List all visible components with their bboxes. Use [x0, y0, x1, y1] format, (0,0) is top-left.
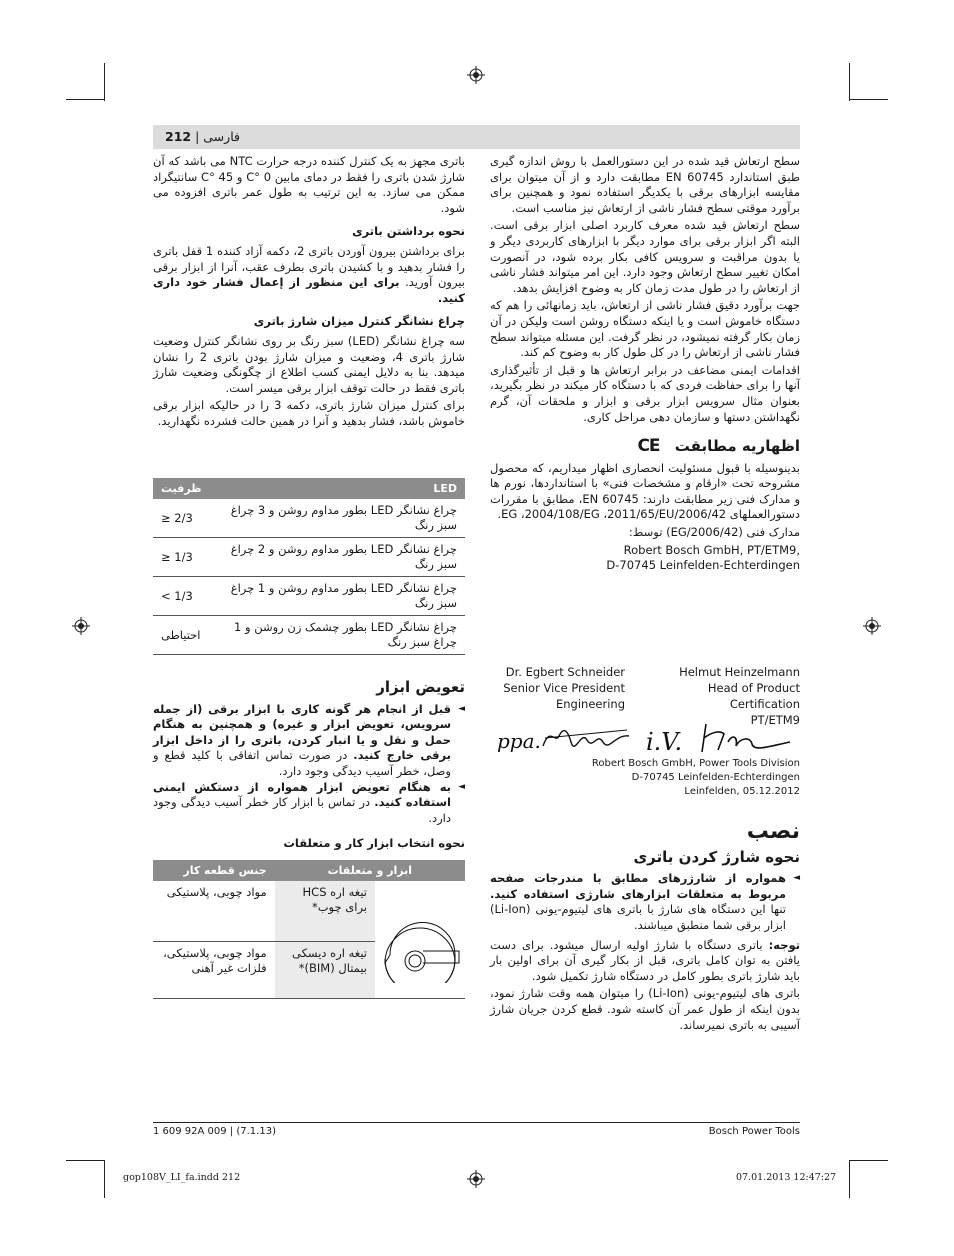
led-table — [153, 478, 465, 655]
bullet-bold: به هنگام تعویض ابزار همواره از دستکش ایمنی استفاده کنید. — [153, 779, 451, 810]
note-label: توجه: — [768, 937, 801, 952]
signatory-name: Dr. Egbert Schneider — [505, 665, 625, 679]
company-line: Robert Bosch GmbH, Power Tools Division — [591, 758, 800, 769]
charge-bullet — [490, 871, 800, 933]
table-cell: < 1/3 — [153, 577, 210, 616]
bullet-text: در تماس با ابزار کار خطر آسیب دیدگی وجود دارد. — [153, 795, 451, 825]
charge-bullet-text: تنها این دستگاه های شارژ با باتری های لیتیوم-یونی (Li-Ion) ابزار برقی شما منطبق میباشند. — [490, 902, 786, 932]
vibration-paragraph-4: اقدامات ایمنی مضاعف در برابر ارتعاش ها و قبل از تأثیرگذاری آنها را برای حفاظت فردی که با دستگاه کار میکند در نظر بگیرید، بعنوان مثال سرویس ابزار برقی و ابزار و ملحقات آن، گرم نگهداشتن دستها و سازمان دهی مراحل کاری. — [490, 362, 800, 424]
table-row — [153, 538, 465, 577]
page-header: فارسی | 212 — [165, 129, 240, 144]
note-text: باتری دستگاه با شارژ اولیه ارسال میشود. برای دست یافتن به توان کامل باتری، قبل از بکار گیری آن برای اولین بار باید شارژ باتری بطور کامل در دستگاه شارژ تکمیل شود. — [490, 937, 800, 983]
slug-filename: gop108V_LI_fa.indd 212 — [123, 1172, 241, 1183]
select-accessories-heading: نحوه انتخاب ابزار کار و متعلقات — [283, 836, 465, 851]
led-paragraph-2: برای کنترل میزان شارژ باتری، دکمه 3 را در حالیکه ابزار برقی خاموش باشد، فشار بدهید و آنرا در همین حالت فشرده نگهدارید. — [153, 398, 466, 428]
table-cell: تیغه اره HCS برای چوب* — [275, 881, 375, 942]
footer-rule — [153, 1122, 800, 1123]
signatory-title: Senior Vice President — [503, 681, 625, 695]
table-cell: احتیاطی — [153, 616, 210, 655]
right-column — [490, 154, 800, 580]
footer-brand: Bosch Power Tools — [708, 1126, 800, 1137]
signature-left-prefix: ppa. — [497, 729, 541, 753]
segment-saw-blade-icon — [375, 893, 465, 983]
crop-mark — [850, 99, 888, 100]
company-address — [560, 757, 800, 799]
vibration-paragraph-1: سطح ارتعاش قید شده در این دستورالعمل با روش اندازه گیری طبق استاندارد EN 60745 مطابقت دارد و از آن میتوان برای مقایسه ابزارهای برقی با یکدیگر استفاده نمود و همچنین برای برآورد موقتی سطح فشار ناشی از ارتعاش نیز مناسب است. — [490, 154, 801, 215]
crop-mark — [849, 1160, 850, 1198]
remove-battery-paragraph — [153, 244, 465, 306]
header-language: فارسی — [203, 129, 240, 144]
signatory-dept: PT/ETM9 — [750, 713, 800, 727]
table-cell: مواد چوبی، پلاستیکی، فلزات غیر آهنی — [153, 942, 275, 999]
signature-left-block — [480, 664, 625, 712]
signature-left-image — [495, 716, 635, 760]
install-heading: نصب — [746, 819, 800, 844]
crop-mark — [849, 63, 850, 101]
company-line: D-70745 Leinfelden-Echterdingen — [631, 772, 800, 783]
acc-table-header: جنس قطعه کار — [153, 860, 275, 881]
signatory-dept: Engineering — [556, 697, 625, 711]
signature-right-image — [640, 716, 800, 760]
tool-change-bullet-1 — [153, 702, 465, 780]
company-line: Leinfelden, 05.12.2012 — [684, 786, 800, 797]
signature-right-prefix: i.V. — [646, 728, 683, 756]
signatory-name: Helmut Heinzelmann — [679, 665, 800, 679]
page-number: 212 — [165, 129, 192, 144]
ce-address-2: D-70745 Leinfelden-Echterdingen — [606, 558, 800, 573]
led-table-header: ظرفیت — [153, 478, 210, 499]
crop-mark — [850, 1160, 888, 1161]
slug-timestamp: 07.01.2013 12:47:27 — [736, 1172, 837, 1183]
led-heading: چراغ نشانگر کنترل میزان شارژ باتری — [253, 314, 465, 329]
install-section — [490, 812, 800, 1035]
registration-mark-icon — [863, 617, 881, 635]
charge-heading: نحوه شارژ کردن باتری — [633, 847, 800, 866]
charge-bullet-bold: همواره از شارژرهای مطابق با مندرجات صفحه مربوط به متعلقات ابزارهای شارژی استفاده کنید. — [490, 871, 786, 901]
ce-mark-icon: CE — [637, 436, 660, 457]
led-paragraph-1: سه چراغ نشانگر (LED) سبز رنگ بر روی نشانگر کنترل وضعیت شارژ باتری 4، وضعیت و میزان شارژ بودن باتری 2 را نشان میدهد. بنا به دلایل ایمنی کسب اطلاع از چگونگی وضعیت شارژ باتری فقط در حالت توقف ابزار برقی میسر است. — [153, 333, 466, 395]
tool-change-heading: تعویض ابزار — [376, 678, 465, 696]
ce-address-1: Robert Bosch GmbH, PT/ETM9, — [623, 542, 800, 557]
ntc-paragraph: باتری مجهز به یک کنترل کننده درجه حرارت NTC می باشد که آن شارژ شدن باتری را فقط در دمای مابین 0 °C و 45 °C سانتیگراد ممکن می سازد. به این ترتیب به طول عمر باتری افزوده می شود. — [153, 154, 466, 215]
remove-battery-bold: برای این منظور از إعمال فشار خود داری کنید. — [153, 275, 465, 305]
table-row — [153, 616, 465, 655]
table-row — [153, 499, 465, 538]
table-cell: ≥ 1/3 — [153, 538, 210, 577]
table-cell: ≥ 2/3 — [153, 499, 210, 538]
remove-battery-heading: نحوه برداشتن باتری — [352, 224, 465, 239]
crop-mark — [66, 1160, 104, 1161]
li-ion-paragraph: باتری های لیتیوم-یونی (Li-Ion) را میتوان همه وقت شارژ نمود، بدون اینکه از طول عمر آن کاسته شود. قطع کردن جریان شارژ آسیبی به باتری نمیرساند. — [490, 986, 800, 1032]
page-header-bar — [153, 125, 800, 149]
footer-doc-number: 1 609 92A 009 | (7.1.13) — [153, 1126, 276, 1137]
table-cell: تیغه اره دیسکی بیمتال (BIM)* — [275, 942, 375, 999]
ce-paragraph-2: مدارک فنی (2006/42/EG) توسط: — [628, 525, 800, 540]
left-column — [153, 154, 465, 432]
bullet-text: در صورت تماس اتفاقی با کلید قطع و وصل، خطر آسیب دیدگی وجود دارد. — [153, 748, 451, 778]
registration-mark-icon — [467, 66, 485, 84]
led-table-header: LED — [210, 478, 465, 499]
vibration-paragraph-3: جهت برآورد دقیق فشار ناشی از ارتعاش، باید زمانهائی را هم که دستگاه خاموش است و یا اینکه دستگاه روشن است ولیکن در آن زمان بکار گرفته نمیشود، در نظر گرفت. این مسئله میتواند سطح فشار ناشی از ارتعاش را در کل طول کار به وضوح کم کند. — [490, 298, 800, 360]
table-row — [153, 881, 465, 942]
tool-change-section — [153, 672, 465, 856]
ce-heading — [490, 436, 800, 457]
crop-mark — [104, 63, 105, 101]
table-cell: مواد چوبی، پلاستیکی — [153, 881, 275, 942]
crop-mark — [66, 99, 104, 100]
crop-mark — [104, 1160, 105, 1198]
table-cell: چراغ نشانگر LED بطور چشمک زن روشن و 1 چراغ سبز رنگ — [210, 616, 465, 655]
ce-paragraph-1: بدینوسیله با قبول مسئولیت انحصاری اظهار میداریم، که محصول مشروحه تحت «ارقام و مشخصات فنی» با استانداردها، نورم ها و مدارک فنی زیر مطابقت دارند: EN 60745، مطابق با مقررات دستورالعملهای 2006/42/EG ،2004/108/EG ،2011/65/EU. — [490, 460, 801, 522]
table-cell: چراغ نشانگر LED بطور مداوم روشن و 1 چراغ سبز رنگ — [210, 577, 465, 616]
saw-blade-image — [375, 881, 465, 999]
ce-heading-text: اظهاریه مطابقت — [674, 437, 800, 456]
table-row — [153, 577, 465, 616]
note-paragraph — [490, 938, 800, 985]
acc-table-header: ابزار و متعلقات — [275, 860, 465, 881]
registration-mark-icon — [72, 617, 90, 635]
vibration-paragraph-2: سطح ارتعاش قید شده معرف کاربرد اصلی ابزار برقی است. البته اگر ابزار برقی برای موارد دیگر با ابزارهای کاربردی دیگر و یا بدون مراقبت و سرویس کافی بکار برده شود، در آنصورت امکان تغییر سطح ارتعاش وجود دارد. این امر میتواند فشار ناشی از ارتعاش را در طول مدت زمان کار به وضوح افزایش بدهد. — [490, 218, 800, 295]
registration-mark-icon — [467, 1170, 485, 1188]
table-cell: چراغ نشانگر LED بطور مداوم روشن و 2 چراغ سبز رنگ — [210, 538, 465, 577]
signatory-title: Head of Product Certification — [707, 681, 800, 711]
table-cell: چراغ نشانگر LED بطور مداوم روشن و 3 چراغ سبز رنگ — [210, 499, 465, 538]
tool-change-bullet-2 — [153, 780, 465, 827]
bullet-bold: قبل از انجام هر گونه کاری با ابزار برقی (از جمله سرویس، تعویض ابزار و غیره) و همچنین به هنگام حمل و نقل و یا انبار کردن، باتری را از داخل ابزار برقی خارج کنید. — [153, 701, 452, 763]
remove-battery-text: برای برداشتن بیرون آوردن باتری 2، دکمه آزاد کننده 1 قفل باتری را فشار بدهید و با کشیدن باتری بطرف عقب، آنرا از ابزار برقی بیرون آورید. — [153, 243, 465, 290]
accessories-table — [153, 860, 465, 999]
